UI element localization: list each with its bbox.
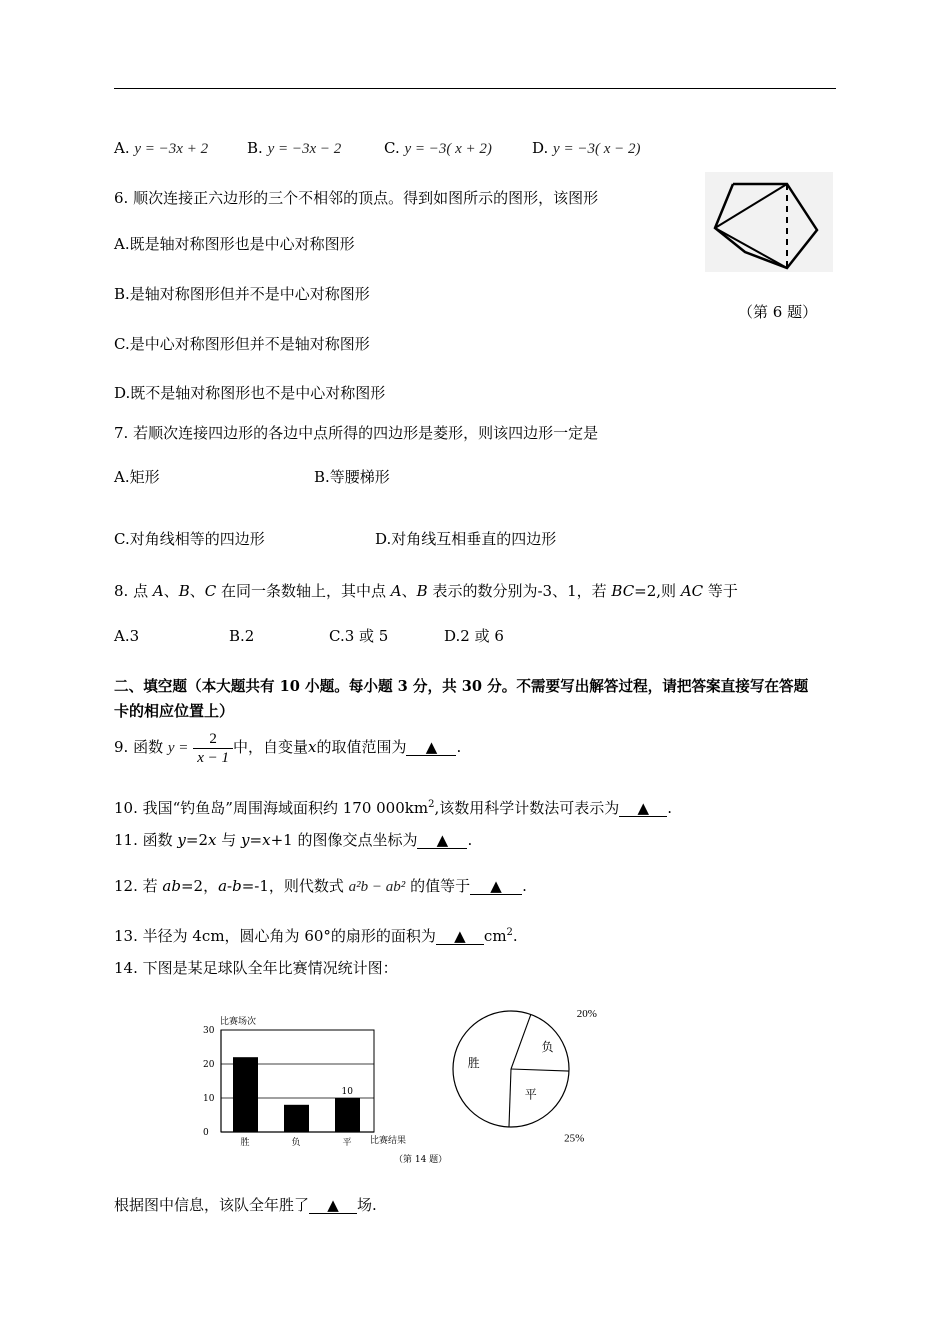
q7-stem: 7. 若顺次连接四边形的各边中点所得的四边形是菱形，则该四边形一定是	[114, 424, 599, 442]
q13-end: .	[512, 927, 518, 945]
q10	[114, 795, 672, 818]
q13	[114, 923, 518, 946]
q5-option-a-expr: y = −3x + 2	[134, 141, 209, 157]
q9-mid: 中，自变量	[232, 738, 308, 756]
q6-caption: （第 6 题）	[738, 303, 818, 321]
q6-option-b: B.是轴对称图形但并不是中心对称图形	[114, 285, 370, 303]
q8-text: 、	[401, 582, 417, 600]
pie-slice-boundary-0	[509, 1069, 511, 1127]
q5-option-c-expr: y = −3( x + 2)	[404, 141, 492, 157]
q9-lhs: y =	[167, 740, 189, 756]
bar-chart-category-label: 平	[342, 1138, 352, 1148]
q9-denominator: x − 1	[197, 749, 229, 766]
bar-chart-caption: （第 14 题）	[394, 1155, 448, 1165]
q8-var: AC	[680, 582, 704, 600]
pie-slice-boundary-1	[511, 1014, 531, 1069]
q12-suffix: 的值等于	[405, 877, 471, 895]
q8-text: 8. 点	[114, 582, 153, 600]
q8-var: A	[152, 582, 164, 600]
q11-text: =	[249, 831, 263, 849]
q6-option-d: D.既不是轴对称图形也不是中心对称图形	[114, 384, 386, 402]
q14-bar-chart	[198, 1010, 448, 1170]
q9-end: .	[456, 738, 462, 756]
q10-text: 10. 我国“钓鱼岛”周围海域面积约 170 000km	[114, 799, 429, 817]
q11-var: x	[262, 831, 271, 849]
q11-var: x	[208, 831, 217, 849]
q7-option-d: D.对角线互相垂直的四边形	[375, 530, 557, 548]
pie-percent-label: 20%	[576, 1007, 597, 1020]
q10-end: .	[667, 799, 673, 817]
pie-category-label: 负	[541, 1040, 554, 1055]
bar-chart-ylabel: 比赛场次	[220, 1017, 257, 1027]
q5-option-d-expr: y = −3( x − 2)	[553, 141, 641, 157]
bar-0	[233, 1057, 258, 1132]
q7-option-c: C.对角线相等的四边形	[114, 530, 265, 548]
q9-numerator: 2	[193, 730, 233, 749]
bar-chart-category-label: 负	[291, 1138, 301, 1148]
q8-var: B	[416, 582, 428, 600]
q8-stem	[114, 581, 738, 601]
bar-chart-category-label: 胜	[240, 1138, 250, 1148]
q12-var: b	[232, 877, 242, 895]
bar-2	[335, 1098, 360, 1132]
q8-text: 在同一条数轴上，其中点	[216, 582, 391, 600]
bar-chart-ytick-label: 0	[203, 1128, 209, 1138]
q13-unit: cm	[483, 927, 507, 945]
q9-var: x	[307, 738, 317, 756]
pie-category-label: 平	[524, 1087, 537, 1102]
q13-text: 13. 半径为 4cm，圆心角为 60°的扇形的面积为	[114, 927, 436, 945]
bar-chart-ytick-label: 30	[203, 1026, 215, 1036]
q12-text: =2，	[180, 877, 219, 895]
q11-text: =2	[185, 831, 209, 849]
q14-after-end: 场.	[357, 1196, 377, 1214]
q5-option-d-label: D.	[532, 139, 549, 157]
q11-text: +1 的图像交点坐标为	[270, 831, 418, 849]
q11	[114, 830, 472, 850]
q5-option-c-label: C.	[384, 139, 400, 157]
q6-option-a: A.既是轴对称图形也是中心对称图形	[114, 235, 355, 253]
q6-hexagon-figure	[705, 172, 833, 272]
q11-text: 11. 函数	[114, 831, 178, 849]
q5-option-b-label: B.	[247, 139, 263, 157]
q11-text: 与	[216, 831, 242, 849]
q12-text: =-1，则代数式	[241, 877, 349, 895]
q12-expression: a²b − ab²	[348, 879, 406, 895]
q14-answer-blank: ▲	[309, 1197, 357, 1214]
pie-percent-label: 25%	[564, 1132, 585, 1145]
q14-after	[114, 1195, 377, 1215]
q11-var: y	[241, 831, 250, 849]
q5-option-d	[532, 138, 640, 159]
q8-text: =2,则	[634, 582, 681, 600]
bar-chart-data-label: 10	[341, 1087, 353, 1097]
q7-option-a: A.矩形	[114, 468, 160, 486]
q5-option-b-expr: y = −3x − 2	[267, 141, 342, 157]
q12	[114, 876, 527, 897]
q9-fraction	[193, 730, 233, 767]
q12-answer-blank: ▲	[470, 878, 522, 895]
pie-slice-boundary-2	[511, 1069, 569, 1071]
q12-end: .	[522, 877, 527, 895]
q9-prefix: 9. 函数	[114, 738, 164, 756]
pie-category-label: 胜	[467, 1055, 480, 1070]
q14-after-text: 根据图中信息，该队全年胜了	[114, 1196, 310, 1214]
q9-answer-blank: ▲	[406, 739, 456, 756]
header-rule	[114, 88, 836, 89]
q9-suffix: 的取值范围为	[316, 738, 407, 756]
bar-chart-ytick-label: 10	[203, 1094, 215, 1104]
q8-var: B	[178, 582, 190, 600]
q9	[114, 728, 461, 767]
q8-text: 、	[189, 582, 205, 600]
q8-option-c: C.3 或 5	[329, 627, 389, 645]
q12-var: ab	[162, 877, 181, 895]
q13-answer-blank: ▲	[436, 928, 484, 945]
q14-stem: 14. 下图是某足球队全年比赛情况统计图：	[114, 959, 398, 977]
q10-answer-blank: ▲	[619, 800, 667, 817]
q10-sup: 2	[428, 799, 435, 810]
q14-pie-chart	[445, 1007, 615, 1145]
q8-option-b: B.2	[229, 627, 255, 645]
q11-answer-blank: ▲	[417, 832, 467, 849]
q8-option-d: D.2 或 6	[444, 627, 504, 645]
q12-text: 12. 若	[114, 877, 163, 895]
bar-chart-ytick-label: 20	[203, 1060, 215, 1070]
q6-option-c: C.是中心对称图形但并不是轴对称图形	[114, 335, 370, 353]
bar-1	[284, 1105, 309, 1132]
section2-title-line1: 二、填空题（本大题共有 10 小题。每小题 3 分，共 30 分。不需要写出解答过程，请把答案直接写在答题	[114, 678, 809, 695]
q8-option-a: A.3	[114, 627, 140, 645]
q10-rest: ,该数用科学计数法可表示为	[434, 799, 620, 817]
q8-var: A	[390, 582, 402, 600]
q8-text: 、	[163, 582, 179, 600]
q5-option-b	[247, 138, 341, 159]
bar-chart-xlabel: 比赛结果	[370, 1136, 407, 1146]
q11-var: y	[177, 831, 186, 849]
q8-text: 表示的数分别为-3、1，若	[427, 582, 612, 600]
q5-option-c	[384, 138, 492, 159]
q8-text: 等于	[703, 582, 738, 600]
section2-title-line2: 卡的相应位置上）	[114, 702, 235, 720]
q5-option-a-label: A.	[114, 139, 130, 157]
q8-var: BC	[611, 582, 635, 600]
q7-option-b: B.等腰梯形	[314, 468, 390, 486]
q6-stem: 6. 顺次连接正六边形的三个不相邻的顶点。得到如图所示的图形，该图形	[114, 189, 599, 207]
q11-end: .	[467, 831, 473, 849]
q13-sup: 2	[506, 927, 513, 938]
q12-var: a	[218, 877, 228, 895]
q8-var: C	[204, 582, 217, 600]
q5-option-a	[114, 138, 208, 159]
q12-text: -	[227, 877, 233, 895]
